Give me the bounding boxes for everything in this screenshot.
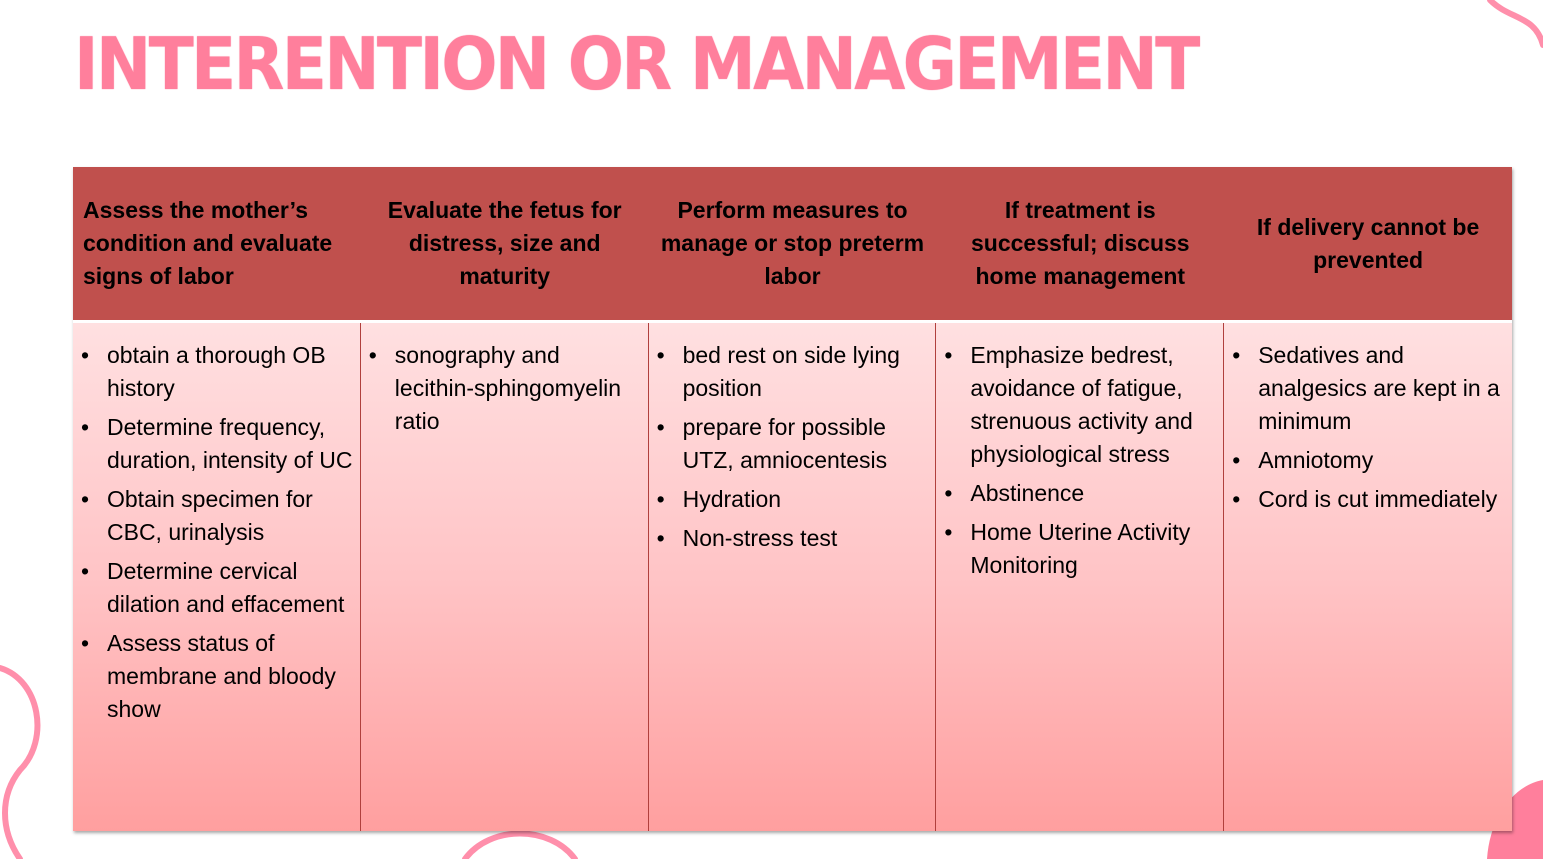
cell-home-management (936, 323, 1224, 831)
list-item: • sonography and lecithin-sphingomyelin ratio (369, 339, 644, 438)
list-item: • Determine frequency, duration, intensity of UC (81, 411, 356, 477)
header-evaluate-fetus: Evaluate the fetus for distress, size and maturity (387, 197, 622, 289)
list-item: • Abstinence (944, 477, 1219, 510)
header-stop-preterm-labor: Perform measures to manage or stop preterm labor (660, 197, 925, 289)
header-assess-mother: Assess the mother’s condition and evaluate signs of labor (83, 197, 333, 289)
cell-evaluate-fetus (361, 323, 649, 831)
list-item: • Home Uterine Activity Monitoring (944, 516, 1219, 582)
bullet-list (1232, 339, 1508, 516)
management-table (73, 167, 1512, 831)
cell-assess-mother (73, 323, 361, 831)
top-right-squiggle (1490, 0, 1543, 45)
list-item: • Emphasize bedrest, avoidance of fatigue, strenuous activity and physiological stress (944, 339, 1219, 471)
list-item: • Assess status of membrane and bloody show (81, 627, 356, 726)
header-home-management: If treatment is successful; discuss home management (970, 197, 1190, 289)
list-item: • Obtain specimen for CBC, urinalysis (81, 483, 356, 549)
bullet-list (657, 339, 932, 555)
bullet-list (369, 339, 644, 438)
list-item: • Amniotomy (1232, 444, 1508, 477)
list-item: • Cord is cut immediately (1232, 483, 1508, 516)
bullet-list (944, 339, 1219, 582)
left-squiggle (0, 668, 37, 859)
slide-title: INTERENTION OR MANAGEMENT (74, 22, 1198, 106)
list-item: • obtain a thorough OB history (81, 339, 356, 405)
table-header-row (73, 167, 1512, 320)
list-item: • bed rest on side lying position (657, 339, 932, 405)
bottom-squiggle (465, 834, 575, 859)
list-item: • Non-stress test (657, 522, 932, 555)
table-body-row (73, 323, 1512, 831)
header-delivery-not-prevented: If delivery cannot be prevented (1256, 213, 1480, 273)
list-item: • Sedatives and analgesics are kept in a minimum (1232, 339, 1508, 438)
list-item: • prepare for possible UTZ, amniocentesis (657, 411, 932, 477)
list-item: • Determine cervical dilation and effacement (81, 555, 356, 621)
cell-stop-preterm-labor (649, 323, 937, 831)
list-item: • Hydration (657, 483, 932, 516)
bullet-list (81, 339, 356, 726)
cell-delivery-not-prevented (1224, 323, 1512, 831)
